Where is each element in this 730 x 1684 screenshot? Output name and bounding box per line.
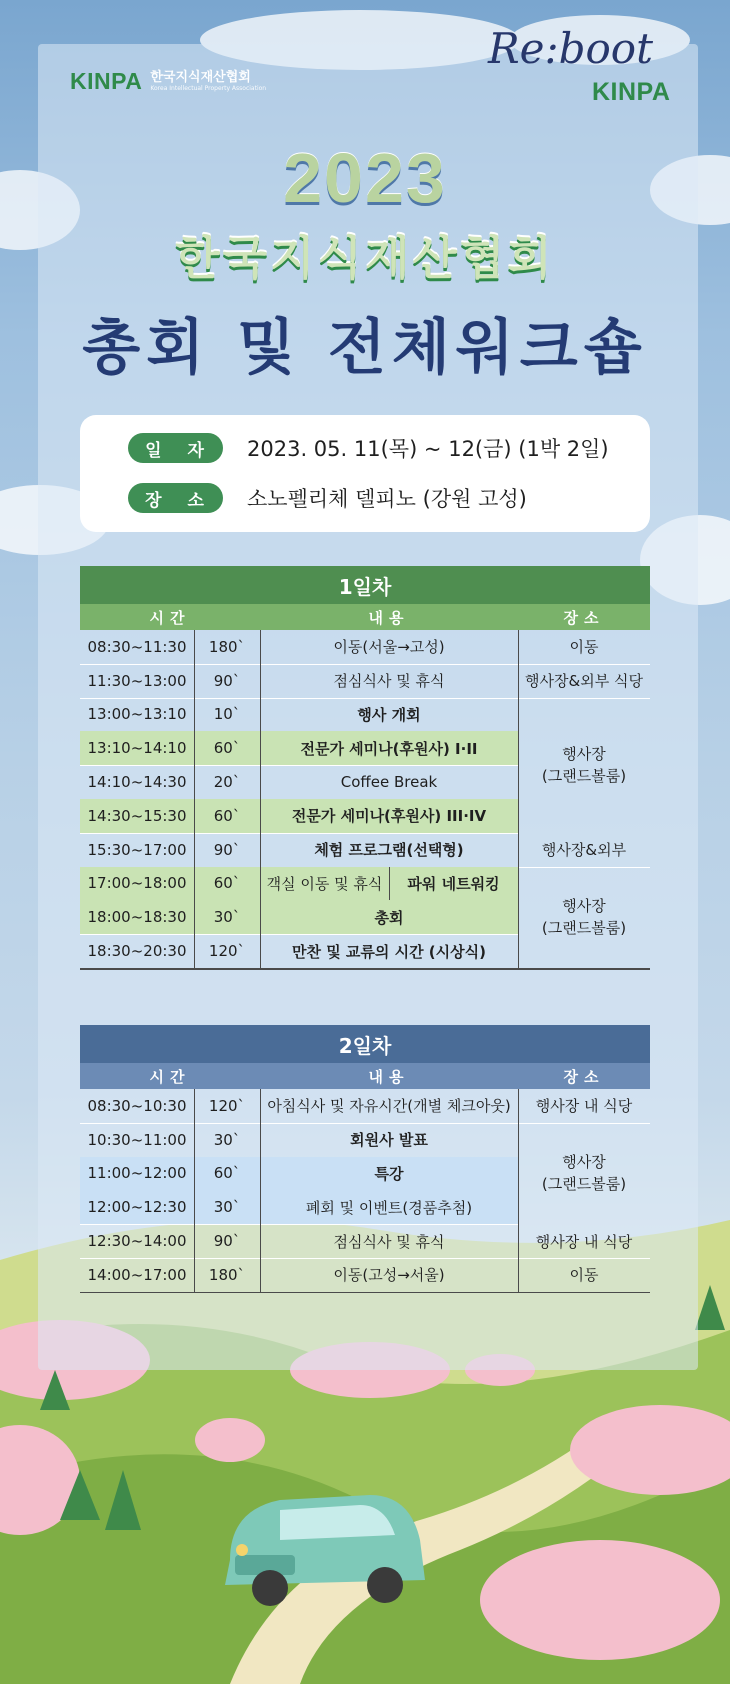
duration-cell: 180` [208, 1265, 246, 1284]
time-cell: 18:30~20:30 [87, 942, 187, 961]
duration-cell: 60` [213, 739, 241, 758]
time-cell: 18:00~18:30 [87, 908, 187, 927]
duration-cell: 60` [213, 1164, 241, 1183]
table-bottom-border [80, 968, 650, 970]
day2-header-row [80, 1063, 650, 1089]
day1-table [80, 630, 650, 968]
duration-cell: 30` [213, 908, 241, 927]
place-cell: 이동 [569, 1266, 599, 1285]
content-cell: 전문가 세미나(후원사) III·IV [291, 807, 487, 826]
content-cell: 체험 프로그램(선택형) [314, 841, 464, 860]
content-cell: 행사 개회 [357, 705, 421, 724]
column-divider [260, 1089, 261, 1292]
kinpa-wordmark: KINPA [70, 68, 143, 94]
association-logo-text [150, 70, 266, 93]
time-cell: 14:30~15:30 [87, 806, 187, 825]
column-divider [260, 630, 261, 968]
place-cell-merged: 행사장 (그랜드볼룸) [541, 1153, 627, 1194]
day2-header-content: 내용 [368, 1067, 410, 1086]
day1-header-time: 시간 [149, 608, 191, 627]
day2-table [80, 1089, 650, 1293]
time-cell: 13:00~13:10 [87, 705, 187, 724]
duration-cell: 30` [213, 1198, 241, 1217]
duration-cell: 20` [213, 773, 241, 792]
content-cell-secondary: 파워 네트워킹 [407, 874, 500, 893]
content-cell: 회원사 발표 [350, 1131, 428, 1150]
date-label: 일 자 [128, 433, 223, 463]
car-illustration [210, 1470, 440, 1610]
association-name-en: Korea Intellectual Property Association [150, 85, 267, 92]
time-cell: 12:00~12:30 [87, 1198, 187, 1217]
date-value: 2023. 05. 11(목) ~ 12(금) (1박 2일) [247, 437, 609, 461]
content-cell: 폐회 및 이벤트(경품추첨) [305, 1198, 473, 1217]
association-title: 한국지식재산협회 [175, 231, 555, 285]
duration-cell: 30` [213, 1130, 241, 1149]
column-divider [194, 1089, 195, 1292]
day2-header-place: 장소 [563, 1067, 605, 1086]
content-cell: 점심식사 및 휴식 [333, 672, 445, 691]
column-divider [518, 630, 519, 968]
table-bottom-border [80, 1292, 650, 1294]
duration-cell: 60` [213, 874, 241, 893]
time-cell: 13:10~14:10 [87, 739, 187, 758]
duration-cell: 90` [213, 671, 241, 690]
time-cell: 12:30~14:00 [87, 1232, 187, 1251]
content-cell: 전문가 세미나(후원사) I·II [300, 739, 478, 758]
duration-cell: 90` [213, 1232, 241, 1251]
content-cell: 총회 [374, 908, 404, 927]
content-cell: 아침식사 및 자유시간(개별 체크아웃) [267, 1097, 511, 1116]
event-year: 2023 [283, 139, 447, 217]
content-cell: 이동(고성→서울) [333, 1266, 445, 1285]
duration-cell: 90` [213, 840, 241, 859]
content-cell: 객실 이동 및 휴식 [266, 874, 383, 893]
time-cell: 10:30~11:00 [87, 1130, 187, 1149]
split-divider [389, 867, 390, 901]
column-divider [194, 630, 195, 968]
place-cell: 행사장 내 식당 [535, 1097, 633, 1116]
place-cell: 이동 [569, 638, 599, 657]
day1-header-place: 장소 [563, 608, 605, 627]
kinpa-wordmark-secondary: KINPA [592, 78, 671, 106]
time-cell: 14:00~17:00 [87, 1265, 187, 1284]
place-row [128, 483, 527, 513]
time-cell: 08:30~10:30 [87, 1096, 187, 1115]
reboot-wordmark: Re:boot [488, 24, 653, 73]
content-cell: Coffee Break [340, 773, 438, 792]
day1-title: 1일차 [80, 566, 650, 604]
place-cell: 행사장&외부 식당 [525, 672, 643, 691]
day1-schedule [80, 566, 650, 968]
time-cell: 11:00~12:00 [87, 1164, 187, 1183]
duration-cell: 180` [208, 637, 246, 656]
day1-header-row [80, 604, 650, 630]
duration-cell: 120` [208, 1096, 246, 1115]
place-cell: 행사장&외부 [541, 841, 627, 860]
event-info-box [80, 415, 650, 532]
duration-cell: 60` [213, 806, 241, 825]
place-label: 장 소 [128, 483, 223, 513]
day2-schedule [80, 1025, 650, 1293]
day2-title: 2일차 [80, 1025, 650, 1063]
day2-header-time: 시간 [149, 1067, 191, 1086]
date-row [128, 433, 609, 463]
kinpa-logo [70, 68, 266, 95]
place-cell-merged: 행사장 (그랜드볼룸) [541, 745, 627, 786]
main-title: 총회 및 전체워크숍 [82, 313, 648, 383]
content-cell: 만찬 및 교류의 시간 (시상식) [292, 942, 486, 961]
time-cell: 11:30~13:00 [87, 671, 187, 690]
time-cell: 08:30~11:30 [87, 637, 187, 656]
column-divider [518, 1089, 519, 1292]
time-cell: 17:00~18:00 [87, 874, 187, 893]
place-cell-merged: 행사장 (그랜드볼룸) [541, 897, 627, 938]
content-cell: 이동(서울→고성) [333, 638, 445, 657]
time-cell: 15:30~17:00 [87, 840, 187, 859]
time-cell: 14:10~14:30 [87, 773, 187, 792]
place-value: 소노펠리체 델피노 (강원 고성) [247, 487, 527, 511]
reboot-logo [488, 24, 688, 110]
duration-cell: 10` [213, 705, 241, 724]
content-cell: 특강 [374, 1164, 404, 1183]
association-name-ko: 한국지식재산협회 [150, 70, 251, 85]
content-cell: 점심식사 및 휴식 [333, 1232, 445, 1251]
day1-header-content: 내용 [368, 608, 410, 627]
place-cell: 행사장 내 식당 [535, 1232, 633, 1251]
duration-cell: 120` [208, 942, 246, 961]
